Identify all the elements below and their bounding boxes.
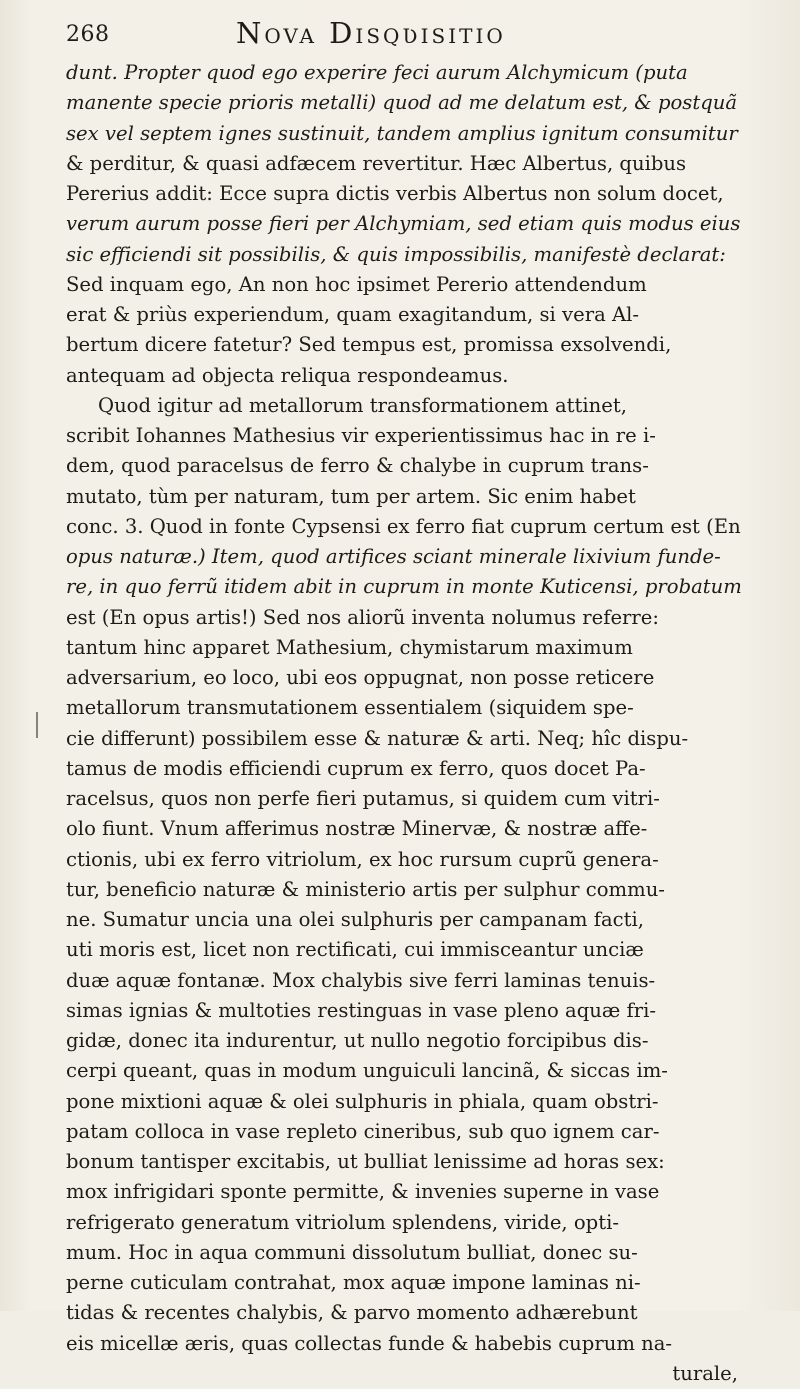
- text-line: erat & priùs experiendum, quam exagitandum, si vera Al-: [66, 303, 640, 326]
- text-line: patam colloca in vase repleto cineribus, sub quo ignem car-: [66, 1119, 660, 1143]
- text-line: antequam ad objecta reliqua respondeamus.: [66, 363, 509, 387]
- text-line: cerpi queant, quas in modum unguiculi lancinã, & siccas im-: [66, 1059, 668, 1083]
- text-line: metallorum transmutationem essentialem (siquidem spe-: [66, 696, 634, 720]
- text-line: & perditur, & quasi adfæcem revertitur. Hæc Albertus, quibus: [66, 151, 687, 175]
- text-line: pone mixtioni aquæ & olei sulphuris in phiala, quam obstri-: [66, 1089, 659, 1113]
- text-line: uti moris est, licet non rectificati, cui immisceantur unciæ: [66, 938, 644, 962]
- text-line: re, in quo ferrũ itidem abit in cuprum in monte Kuticensi, probatum: [66, 575, 742, 599]
- text-line: ne. Sumatur uncia una olei sulphuris per campanam facti,: [66, 908, 644, 931]
- page-number: 268: [66, 22, 110, 47]
- text-line: mox infrigidari sponte permitte, & invenies superne in vase: [66, 1180, 660, 1204]
- text-line: bertum dicere fatetur? Sed tempus est, promissa exsolvendi,: [66, 333, 672, 357]
- text-line: sex vel septem ignes sustinuit, tandem amplius ignitum consumitur: [66, 121, 738, 145]
- text-line: racelsus, quos non perfe fieri putamus, si quidem cum vitri-: [66, 787, 660, 810]
- text-line: cie differunt) possibilem esse & naturæ & arti. Neq; hîc dispu-: [66, 726, 689, 750]
- text-line: verum aurum posse fieri per Alchymiam, sed etiam quis modus eius: [66, 212, 741, 236]
- text-line: dem, quod paracelsus de ferro & chalybe in cuprum trans-: [66, 454, 649, 478]
- text-line: tantum hinc apparet Mathesium, chymistarum maximum: [66, 635, 633, 659]
- text-line: gidæ, donec ita indurentur, ut nullo negotio forcipibus dis-: [66, 1029, 649, 1052]
- text-line: mutato, tùm per naturam, tum per artem. Sic enim habet: [66, 484, 636, 508]
- text-line: opus naturæ.) Item, quod artifices sciant minerale lixivium funde-: [66, 545, 721, 568]
- text-line: est (En opus artis!) Sed nos aliorũ inventa nolumus referre:: [66, 605, 659, 629]
- text-line: sic efficiendi sit possibilis, & quis impossibilis, manifestè declarat:: [66, 242, 726, 266]
- text-line: Sed inquam ego, An non hoc ipsimet Pererio attendendum: [66, 272, 647, 296]
- text-line: mum. Hoc in aqua communi dissolutum bulliat, donec su-: [66, 1240, 638, 1264]
- text-line: duæ aquæ fontanæ. Mox chalybis sive ferri laminas tenuis-: [66, 968, 656, 992]
- text-line: manente specie prioris metalli) quod ad me delatum est, & postquã: [66, 91, 738, 115]
- text-line: Quod igitur ad metallorum transformationem attinet,: [98, 393, 627, 417]
- text-line: refrigerato generatum vitriolum splendens, viride, opti-: [66, 1210, 619, 1234]
- text-line: adversarium, eo loco, ubi eos oppugnat, non posse reticere: [66, 666, 655, 689]
- text-line: olo fiunt. Vnum afferimus nostræ Minervæ, & nostræ affe-: [66, 817, 648, 841]
- text-line: scribit Iohannes Mathesius vir experientissimus hac in re i-: [66, 424, 656, 447]
- margin-mark: [36, 712, 38, 738]
- text-line: Pererius addit: Ecce supra dictis verbis Albertus non solum docet,: [66, 182, 724, 205]
- text-line: simas ignias & multoties restinguas in vase pleno aquæ fri-: [66, 998, 657, 1022]
- text-line: perne cuticulam contrahat, mox aquæ impone laminas ni-: [66, 1271, 641, 1294]
- text-line: eis micellæ æris, quas collectas funde & habebis cuprum na-: [66, 1331, 673, 1355]
- text-line: tamus de modis efficiendi cuprum ex ferro, quos docet Pa-: [66, 756, 646, 780]
- text-line: dunt. Propter quod ego experire feci aurum Alchymicum (puta: [66, 61, 688, 84]
- text-line: bonum tantisper excitabis, ut bulliat lenissime ad horas sex:: [66, 1150, 665, 1173]
- text-line: conc. 3. Quod in fonte Cypsensi ex ferro fiat cuprum certum est (En: [66, 514, 741, 538]
- text-line: ctionis, ubi ex ferro vitriolum, ex hoc rursum cuprũ genera-: [66, 847, 659, 871]
- running-title: Nova Disqʋisitio: [236, 16, 506, 50]
- body-text: [66, 58, 778, 1389]
- text-line: turale,: [672, 1361, 738, 1385]
- running-head: [66, 12, 778, 52]
- text-line: tur, beneficio naturæ & ministerio artis per sulphur commu-: [66, 877, 665, 901]
- text-line: tidas & recentes chalybis, & parvo momento adhærebunt: [66, 1301, 638, 1325]
